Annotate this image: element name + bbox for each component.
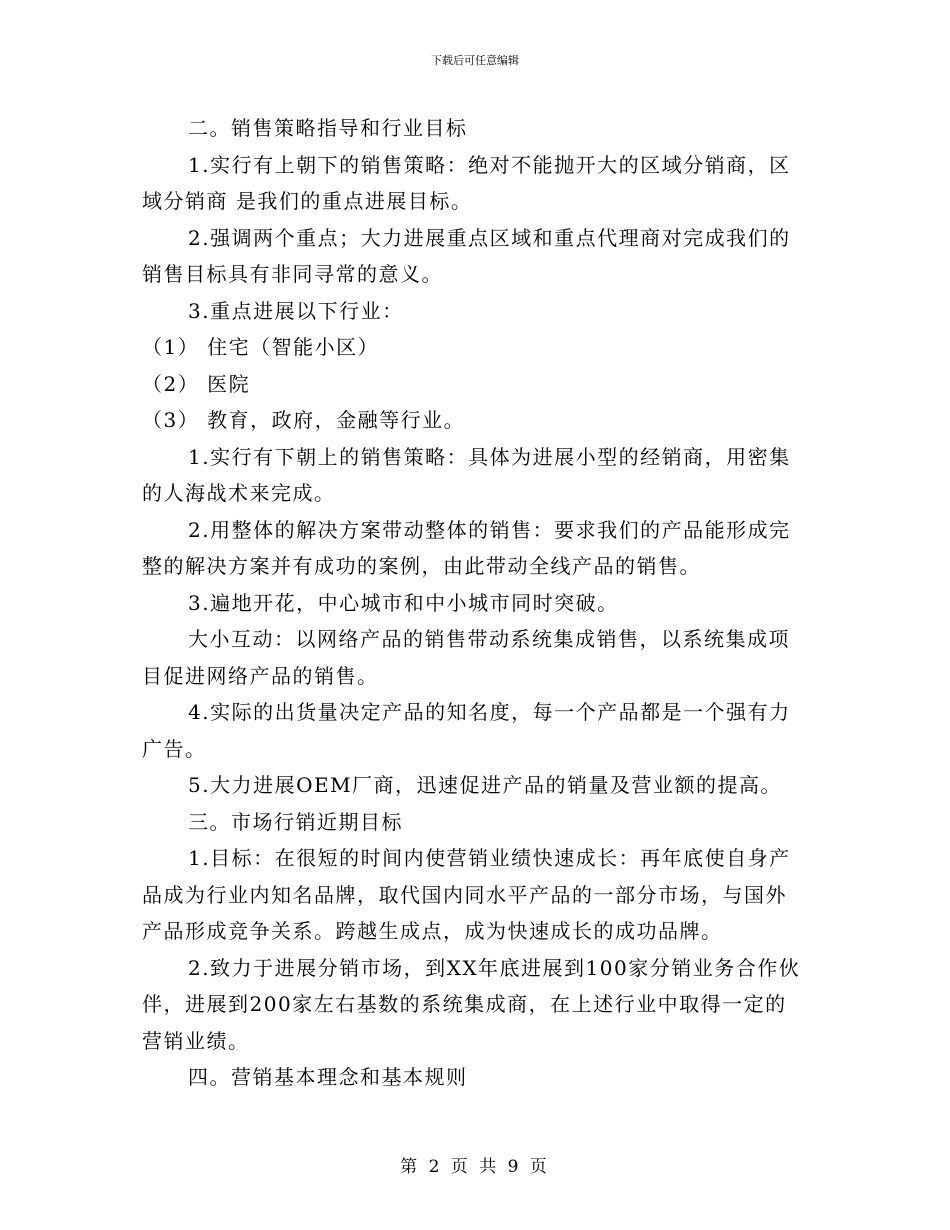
list-item: （2） 医院 xyxy=(142,371,251,396)
paragraph: 2.致力于进展分销市场，到XX年底进展到100家分销业务合作伙伴，进展到200家左右基数的系统集成商，在上述行业中取得一定的营销业绩。 xyxy=(142,955,801,1053)
document-body xyxy=(142,110,804,1096)
paragraph: 1.实行有上朝下的销售策略：绝对不能抛开大的区域分销商，区域分销商 是我们的重点进展目标。 xyxy=(142,152,791,213)
page-header: 下载后可任意编辑 xyxy=(431,54,519,67)
paragraph: 3.重点进展以下行业： xyxy=(188,298,404,323)
section-heading-3: 三。市场行销近期目标 xyxy=(188,809,403,834)
paragraph: 3.遍地开花，中心城市和中小城市同时突破。 xyxy=(188,590,619,615)
paragraph: 大小互动：以网络产品的销售带动系统集成销售，以系统集成项目促进网络产品的销售。 xyxy=(142,627,790,688)
section-heading-4: 四。营销基本理念和基本规则 xyxy=(188,1065,468,1089)
section-heading-2: 二。销售策略指导和行业目标 xyxy=(188,116,468,140)
paragraph: 2.强调两个重点；大力进展重点区域和重点代理商对完成我们的销售目标具有非同寻常的意义。 xyxy=(142,225,791,286)
list-item: （1） 住宅（智能小区） xyxy=(142,335,380,359)
paragraph: 1.目标：在很短的时间内使营销业绩快速成长：再年底使自身产品成为行业内知名品牌，取代国内同水平产品的一部分市场，与国外产品形成竞争关系。跨越生成点，成为快速成长的成功品牌。 xyxy=(142,846,791,943)
paragraph: 2.用整体的解决方案带动整体的销售：要求我们的产品能形成完整的解决方案并有成功的案例，由此带动全线产品的销售。 xyxy=(142,517,791,578)
paragraph: 4.实际的出货量决定产品的知名度，每一个产品都是一个强有力广告。 xyxy=(142,700,791,761)
list-item: （3） 教育，政府，金融等行业。 xyxy=(142,408,466,432)
paragraph: 1.实行有下朝上的销售策略：具体为进展小型的经销商，用密集的人海战术来完成。 xyxy=(142,444,791,505)
page-footer: 第 2 页 共 9 页 xyxy=(400,1157,550,1177)
paragraph: 5.大力进展OEM厂商，迅速促进产品的销量及营业额的提高。 xyxy=(188,773,783,797)
